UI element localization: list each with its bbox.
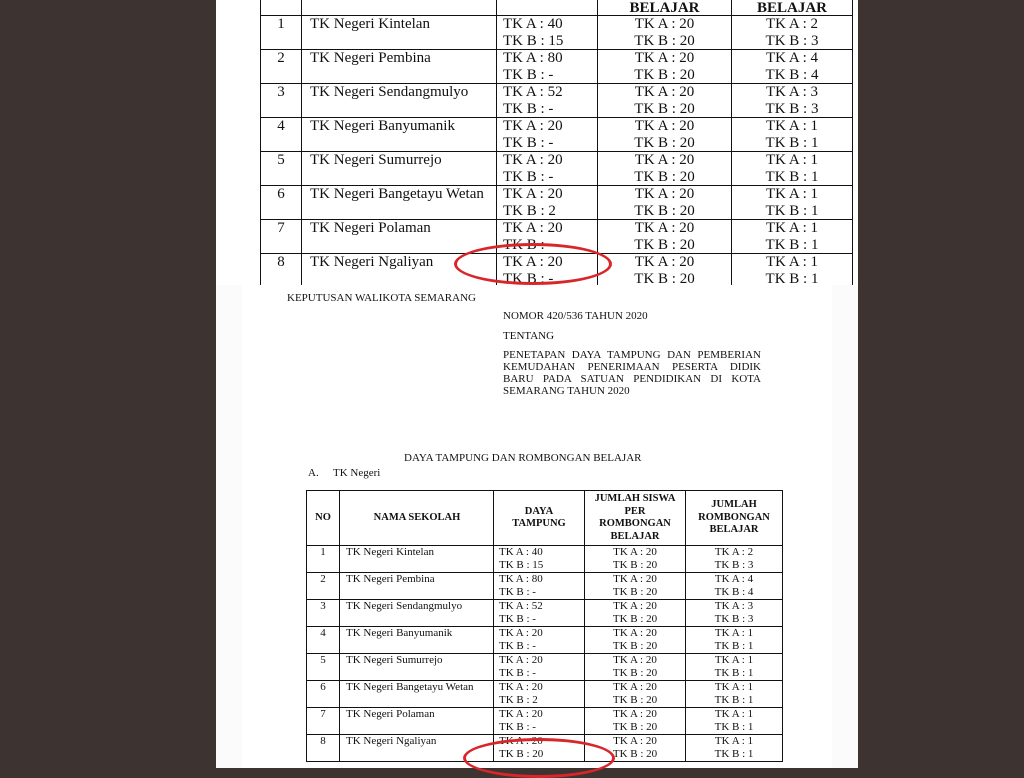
header-daya: DAYA TAMPUNG xyxy=(494,491,585,546)
table-row xyxy=(261,186,853,220)
cell-name-line: TK Negeri Sumurrejo xyxy=(310,152,442,168)
cell-no-line: 2 xyxy=(320,573,326,585)
cell-no-line: 6 xyxy=(277,186,285,202)
cell-rombongan-line: TK A : 1 xyxy=(765,254,819,270)
cell-daya-line: TK B : - xyxy=(499,666,536,679)
cell-no xyxy=(307,546,340,573)
cell-daya xyxy=(494,546,585,573)
cell-name-line: TK Negeri Ngaliyan xyxy=(346,735,437,747)
cell-daya-line: TK A : 20 xyxy=(499,708,543,720)
cell-siswa xyxy=(598,220,732,254)
cell-name-line: TK Negeri Pembina xyxy=(346,573,435,585)
cell-daya xyxy=(497,16,598,50)
cell-daya-line: TK B : - xyxy=(503,270,554,285)
cell-daya-line: TK A : 40 xyxy=(499,546,543,558)
cell-siswa-line: TK A : 20 xyxy=(634,118,695,134)
cell-rombongan-line: TK B : 3 xyxy=(714,558,754,571)
cell-rombongan-line: TK A : 4 xyxy=(765,50,819,66)
cell-rombongan xyxy=(686,573,783,600)
cell-daya xyxy=(497,152,598,186)
cell-rombongan xyxy=(686,708,783,735)
cell-siswa-line: TK B : 20 xyxy=(634,236,695,253)
cell-rombongan-line: TK B : 1 xyxy=(765,134,819,151)
cell-rombongan-line: TK B : 4 xyxy=(714,585,754,598)
cell-daya-line: TK A : 20 xyxy=(503,186,563,202)
cell-rombongan-line: TK B : 4 xyxy=(765,66,819,83)
cell-rombongan-line: TK B : 1 xyxy=(765,270,819,285)
cell-daya-line: TK A : 52 xyxy=(499,600,543,612)
cell-daya-line: TK B : 2 xyxy=(499,693,538,706)
cell-daya-line: TK B : - xyxy=(503,66,554,83)
cell-siswa-line: TK A : 20 xyxy=(634,16,695,32)
header-rombongan: JUMLAH ROMBONGAN BELAJAR xyxy=(686,491,783,546)
highlight-circle-bottom xyxy=(463,738,615,778)
cell-siswa-line: TK A : 20 xyxy=(613,708,657,720)
cell-daya-line: TK A : 20 xyxy=(503,220,563,236)
cell-rombongan-line: TK A : 1 xyxy=(765,118,819,134)
decree-title: KEPUTUSAN WALIKOTA SEMARANG xyxy=(287,292,476,304)
table-row xyxy=(307,708,783,735)
cell-siswa-line: TK B : 20 xyxy=(612,612,658,625)
cell-rombongan-line: TK A : 4 xyxy=(714,573,754,585)
cell-name-line: TK Negeri Sendangmulyo xyxy=(346,600,463,612)
cell-rombongan-line: TK A : 2 xyxy=(714,546,754,558)
cell-siswa xyxy=(585,546,686,573)
cell-siswa-line: TK A : 20 xyxy=(613,735,657,747)
table-row xyxy=(261,50,853,84)
cell-daya-line: TK B : - xyxy=(499,639,536,652)
cell-siswa-line: TK B : 20 xyxy=(612,639,658,652)
cell-rombongan-line: TK B : 1 xyxy=(714,639,754,652)
cell-name xyxy=(302,118,497,152)
cell-no-line: 3 xyxy=(320,600,326,612)
decree-number: NOMOR 420/536 TAHUN 2020 xyxy=(503,310,648,322)
cell-rombongan-line: TK A : 3 xyxy=(765,84,819,100)
section-title: DAYA TAMPUNG DAN ROMBONGAN BELAJAR xyxy=(404,452,642,464)
cell-name xyxy=(302,84,497,118)
cell-siswa-line: TK B : 20 xyxy=(634,32,695,49)
cell-no xyxy=(307,573,340,600)
cell-no-line: 5 xyxy=(320,654,326,666)
cell-no-line: 5 xyxy=(277,152,285,168)
cell-siswa-line: TK A : 20 xyxy=(613,681,657,693)
cell-name-line: TK Negeri Sumurrejo xyxy=(346,654,443,666)
cell-siswa-line: TK B : 20 xyxy=(612,666,658,679)
cell-name xyxy=(340,546,494,573)
cell-rombongan-line: TK A : 1 xyxy=(714,735,754,747)
cell-no-line: 8 xyxy=(277,254,285,270)
cell-rombongan xyxy=(686,546,783,573)
cell-daya-line: TK B : - xyxy=(499,720,536,733)
header-siswa: JUMLAH SISWA PER ROMBONGAN BELAJAR xyxy=(585,491,686,546)
cell-daya-line: TK B : - xyxy=(503,168,554,185)
cell-siswa-line: TK B : 20 xyxy=(634,270,695,285)
cell-rombongan xyxy=(732,118,853,152)
cell-no xyxy=(261,16,302,50)
cell-siswa-line: TK B : 20 xyxy=(612,693,658,706)
cell-siswa-line: TK B : 20 xyxy=(612,585,658,598)
cell-rombongan-line: TK B : 3 xyxy=(765,32,819,49)
cell-daya xyxy=(494,600,585,627)
cell-no xyxy=(261,84,302,118)
cell-name xyxy=(340,573,494,600)
cell-rombongan xyxy=(732,152,853,186)
cell-daya-line: TK B : - xyxy=(499,585,536,598)
cell-daya-line: TK A : 20 xyxy=(499,735,543,747)
header-nama: NAMA SEKOLAH xyxy=(340,491,494,546)
header-siswa-fragment: BELAJAR xyxy=(598,0,732,16)
cell-siswa-line: TK B : 20 xyxy=(612,747,658,760)
cell-siswa xyxy=(585,627,686,654)
cell-rombongan xyxy=(686,600,783,627)
cell-rombongan xyxy=(686,681,783,708)
cell-siswa-line: TK A : 20 xyxy=(613,546,657,558)
cell-name-line: TK Negeri Pembina xyxy=(310,50,431,66)
cell-rombongan xyxy=(732,254,853,286)
cell-name xyxy=(340,708,494,735)
cell-daya-line: TK B : - xyxy=(503,236,554,253)
cell-name xyxy=(302,220,497,254)
cell-rombongan-line: TK A : 1 xyxy=(714,681,754,693)
cell-no-line: 6 xyxy=(320,681,326,693)
cell-daya xyxy=(494,681,585,708)
cell-siswa xyxy=(598,186,732,220)
cell-daya-line: TK A : 40 xyxy=(503,16,563,32)
cell-name xyxy=(340,600,494,627)
cell-daya xyxy=(494,708,585,735)
cell-name-line: TK Negeri Kintelan xyxy=(346,546,434,558)
cell-daya xyxy=(494,654,585,681)
table-row xyxy=(261,16,853,50)
cell-rombongan-line: TK B : 1 xyxy=(714,720,754,733)
cell-siswa-line: TK A : 20 xyxy=(613,627,657,639)
cell-rombongan xyxy=(686,627,783,654)
cell-no xyxy=(261,50,302,84)
cell-no xyxy=(307,735,340,762)
cell-daya xyxy=(497,84,598,118)
cell-siswa-line: TK B : 20 xyxy=(612,720,658,733)
cell-siswa xyxy=(598,84,732,118)
cell-name-line: TK Negeri Polaman xyxy=(346,708,435,720)
cell-no xyxy=(261,186,302,220)
cell-rombongan-line: TK A : 1 xyxy=(765,152,819,168)
cell-rombongan-line: TK B : 1 xyxy=(714,747,754,760)
cell-no xyxy=(307,681,340,708)
cell-rombongan xyxy=(686,735,783,762)
section-a-letter: A. xyxy=(308,467,319,479)
cell-siswa xyxy=(585,600,686,627)
cell-rombongan-line: TK A : 1 xyxy=(714,708,754,720)
cell-no xyxy=(261,152,302,186)
cell-rombongan-line: TK B : 1 xyxy=(765,168,819,185)
cell-daya-line: TK A : 80 xyxy=(503,50,563,66)
cell-name xyxy=(302,152,497,186)
cell-name xyxy=(302,50,497,84)
cell-name-line: TK Negeri Sendangmulyo xyxy=(310,84,469,100)
cell-rombongan xyxy=(732,84,853,118)
cell-name xyxy=(340,654,494,681)
cell-rombongan-line: TK B : 1 xyxy=(765,236,819,253)
cell-daya-line: TK A : 20 xyxy=(499,681,543,693)
cell-daya xyxy=(497,186,598,220)
cell-no-line: 1 xyxy=(277,16,285,32)
cell-rombongan xyxy=(686,654,783,681)
cell-no xyxy=(307,708,340,735)
cell-siswa xyxy=(598,118,732,152)
cell-no-line: 4 xyxy=(277,118,285,134)
cell-siswa xyxy=(585,681,686,708)
cell-siswa-line: TK A : 20 xyxy=(634,50,695,66)
cell-rombongan xyxy=(732,16,853,50)
cell-siswa-line: TK B : 20 xyxy=(634,134,695,151)
cell-daya-line: TK B : 20 xyxy=(499,747,544,760)
table-row xyxy=(261,118,853,152)
cell-no-line: 7 xyxy=(320,708,326,720)
cell-no xyxy=(261,220,302,254)
cell-name-line: TK Negeri Ngaliyan xyxy=(310,254,434,270)
cell-siswa-line: TK A : 20 xyxy=(634,186,695,202)
cell-siswa xyxy=(585,573,686,600)
table-row xyxy=(261,84,853,118)
top-table-header xyxy=(261,0,853,16)
cell-no-line: 8 xyxy=(320,735,326,747)
top-capacity-table xyxy=(260,0,853,285)
cell-siswa-line: TK A : 20 xyxy=(634,152,695,168)
decree-subject: PENETAPAN DAYA TAMPUNG DAN PEMBERIAN KEMUDAHAN PENERIMAAN PESERTA DIDIK BARU PADA SATUAN PENDIDIKAN DI KOTA SEMARANG TAHUN 2020 xyxy=(503,349,761,397)
highlight-circle-top xyxy=(454,243,612,285)
cell-name xyxy=(340,681,494,708)
cell-rombongan-line: TK A : 1 xyxy=(714,627,754,639)
cell-name-line: TK Negeri Banyumanik xyxy=(310,118,455,134)
cell-rombongan-line: TK A : 3 xyxy=(714,600,754,612)
bottom-table-header xyxy=(307,491,783,546)
cell-daya-line: TK B : - xyxy=(503,100,554,117)
cell-name xyxy=(302,16,497,50)
table-row xyxy=(307,627,783,654)
cell-siswa xyxy=(585,654,686,681)
cell-no xyxy=(307,654,340,681)
cell-siswa xyxy=(585,708,686,735)
cell-daya xyxy=(494,573,585,600)
bottom-capacity-table xyxy=(306,490,783,762)
cell-siswa-line: TK B : 20 xyxy=(634,66,695,83)
cell-rombongan-line: TK A : 1 xyxy=(765,186,819,202)
cell-siswa-line: TK B : 20 xyxy=(634,202,695,219)
cell-daya-line: TK A : 20 xyxy=(499,627,543,639)
cell-no xyxy=(307,627,340,654)
cell-name xyxy=(302,186,497,220)
cell-daya-line: TK B : - xyxy=(503,134,554,151)
decree-tentang: TENTANG xyxy=(503,330,555,342)
cell-daya-line: TK A : 52 xyxy=(503,84,563,100)
cell-rombongan-line: TK B : 1 xyxy=(714,693,754,706)
cell-siswa-line: TK A : 20 xyxy=(634,254,695,270)
cell-no-line: 2 xyxy=(277,50,285,66)
cell-name-line: TK Negeri Banyumanik xyxy=(346,627,453,639)
cell-siswa xyxy=(598,152,732,186)
cell-daya-line: TK B : 15 xyxy=(499,558,544,571)
cell-rombongan xyxy=(732,186,853,220)
cell-no-line: 7 xyxy=(277,220,285,236)
table-row xyxy=(307,546,783,573)
cell-siswa-line: TK B : 20 xyxy=(634,168,695,185)
section-a xyxy=(308,467,380,479)
cell-siswa xyxy=(598,254,732,286)
cell-siswa-line: TK A : 20 xyxy=(613,654,657,666)
table-row xyxy=(261,152,853,186)
cell-rombongan xyxy=(732,220,853,254)
cell-daya-line: TK A : 80 xyxy=(499,573,543,585)
cell-name-line: TK Negeri Bangetayu Wetan xyxy=(346,681,474,693)
cell-siswa-line: TK A : 20 xyxy=(634,220,695,236)
cell-rombongan xyxy=(732,50,853,84)
cell-siswa-line: TK B : 20 xyxy=(612,558,658,571)
cell-daya-line: TK B : 15 xyxy=(503,32,564,49)
cell-rombongan-line: TK B : 3 xyxy=(765,100,819,117)
cell-daya xyxy=(494,627,585,654)
cell-daya-line: TK B : - xyxy=(499,612,536,625)
cell-rombongan-line: TK A : 2 xyxy=(765,16,819,32)
cell-siswa xyxy=(598,50,732,84)
cell-no xyxy=(307,600,340,627)
cell-no-line: 3 xyxy=(277,84,285,100)
cell-no xyxy=(261,118,302,152)
table-row xyxy=(307,681,783,708)
cell-daya-line: TK A : 20 xyxy=(499,654,543,666)
cell-siswa-line: TK B : 20 xyxy=(634,100,695,117)
cell-daya-line: TK A : 20 xyxy=(503,118,563,134)
header-rombongan-fragment: BELAJAR xyxy=(732,0,853,16)
cell-rombongan-line: TK B : 1 xyxy=(714,666,754,679)
cell-name-line: TK Negeri Kintelan xyxy=(310,16,430,32)
table-row xyxy=(307,654,783,681)
cell-daya-line: TK A : 20 xyxy=(503,254,563,270)
cell-name-line: TK Negeri Polaman xyxy=(310,220,431,236)
header-no: NO xyxy=(307,491,340,546)
cell-rombongan-line: TK A : 1 xyxy=(765,220,819,236)
bottom-table-body xyxy=(307,546,783,762)
cell-siswa-line: TK A : 20 xyxy=(613,600,657,612)
cell-rombongan-line: TK B : 3 xyxy=(714,612,754,625)
cell-name xyxy=(340,627,494,654)
cell-daya xyxy=(497,118,598,152)
cell-no-line: 4 xyxy=(320,627,326,639)
cell-siswa-line: TK A : 20 xyxy=(634,84,695,100)
table-row xyxy=(307,600,783,627)
cell-rombongan-line: TK A : 1 xyxy=(714,654,754,666)
cell-rombongan-line: TK B : 1 xyxy=(765,202,819,219)
section-a-label: TK Negeri xyxy=(333,467,381,479)
cell-siswa xyxy=(598,16,732,50)
cell-daya-line: TK A : 20 xyxy=(503,152,563,168)
cell-siswa-line: TK A : 20 xyxy=(613,573,657,585)
cell-daya xyxy=(497,50,598,84)
cell-name-line: TK Negeri Bangetayu Wetan xyxy=(310,186,484,202)
cell-no xyxy=(261,254,302,286)
table-row xyxy=(307,573,783,600)
cell-daya-line: TK B : 2 xyxy=(503,202,556,219)
cell-no-line: 1 xyxy=(320,546,326,558)
